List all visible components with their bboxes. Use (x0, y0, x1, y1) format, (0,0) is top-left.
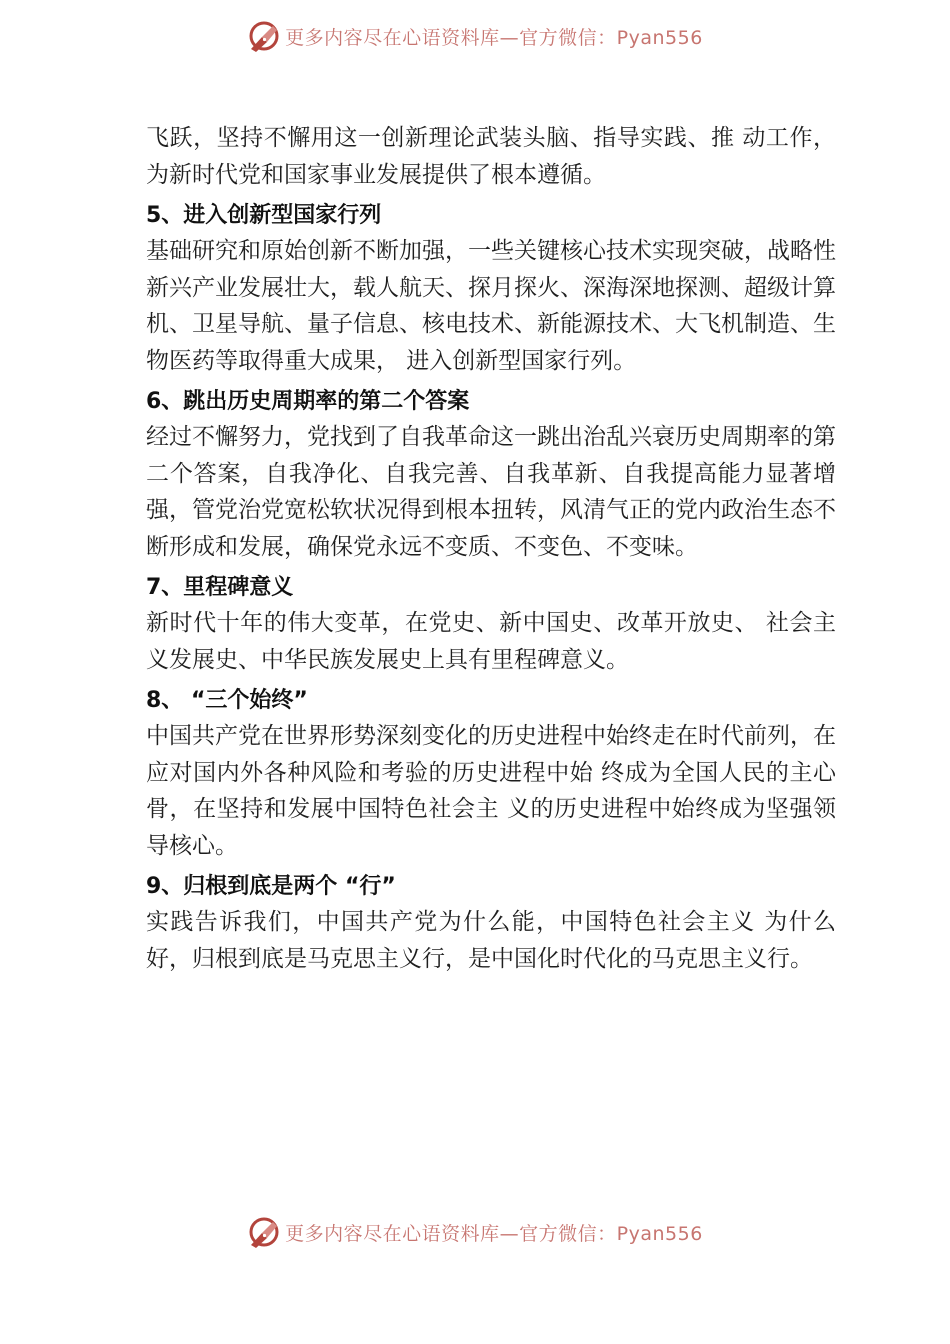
section-heading-8: 8、 “三个始终” (146, 688, 308, 713)
section-body-5: 基础研究和原始创新不断加强，一些关键核心技术实现突破，战略性新兴产业发展壮大，载人航天、探月探火、深海深地探测、超级计算机、卫星导航、量子信息、核电技术、新能源技术、大飞机制造、生物医药等取得重大成果， 进入创新型国家行列。 (146, 238, 836, 374)
section-heading-7: 7、里程碑意义 (146, 575, 294, 600)
section-body-6: 经过不懈努力，党找到了自我革命这一跳出治乱兴衰历史周期率的第二个答案，自我净化、自我完善、自我革新、自我提高能力显著增强，管党治党宽松软状况得到根本扭转，风清气正的党内政治生态不断形成和发展，确保党永远不变质、不变色、不变味。 (146, 424, 836, 560)
intro-paragraph: 飞跃，坚持不懈用这一创新理论武装头脑、指导实践、推 动工作，为新时代党和国家事业发展提供了根本遵循。 (146, 125, 836, 188)
section-heading-5: 5、进入创新型国家行列 (146, 203, 382, 228)
section-body-8: 中国共产党在世界形势深刻变化的历史进程中始终走在时代前列，在应对国内外各种风险和考验的历史进程中始 终成为全国人民的主心骨，在坚持和发展中国特色社会主 义的历史进程中始终成为坚强领导核心。 (146, 723, 836, 859)
pen-nib-logo-icon (247, 19, 281, 53)
section-body-9: 实践告诉我们，中国共产党为什么能，中国特色社会主义 为什么好，归根到底是马克思主义行，是中国化时代化的马克思主义行。 (146, 909, 836, 972)
footer-banner-text: 更多内容尽在心语资料库—官方微信：Pyan556 (285, 1222, 703, 1245)
header-banner (0, 16, 950, 56)
header-banner-text: 更多内容尽在心语资料库—官方微信：Pyan556 (285, 26, 703, 49)
section-heading-9: 9、归根到底是两个 “行” (146, 874, 396, 899)
footer-banner (0, 1212, 950, 1252)
document-body (146, 120, 836, 977)
section-body-7: 新时代十年的伟大变革，在党史、新中国史、改革开放史、 社会主义发展史、中华民族发展史上具有里程碑意义。 (146, 610, 836, 673)
section-heading-6: 6、跳出历史周期率的第二个答案 (146, 389, 470, 414)
pen-nib-logo-icon (247, 1215, 281, 1249)
